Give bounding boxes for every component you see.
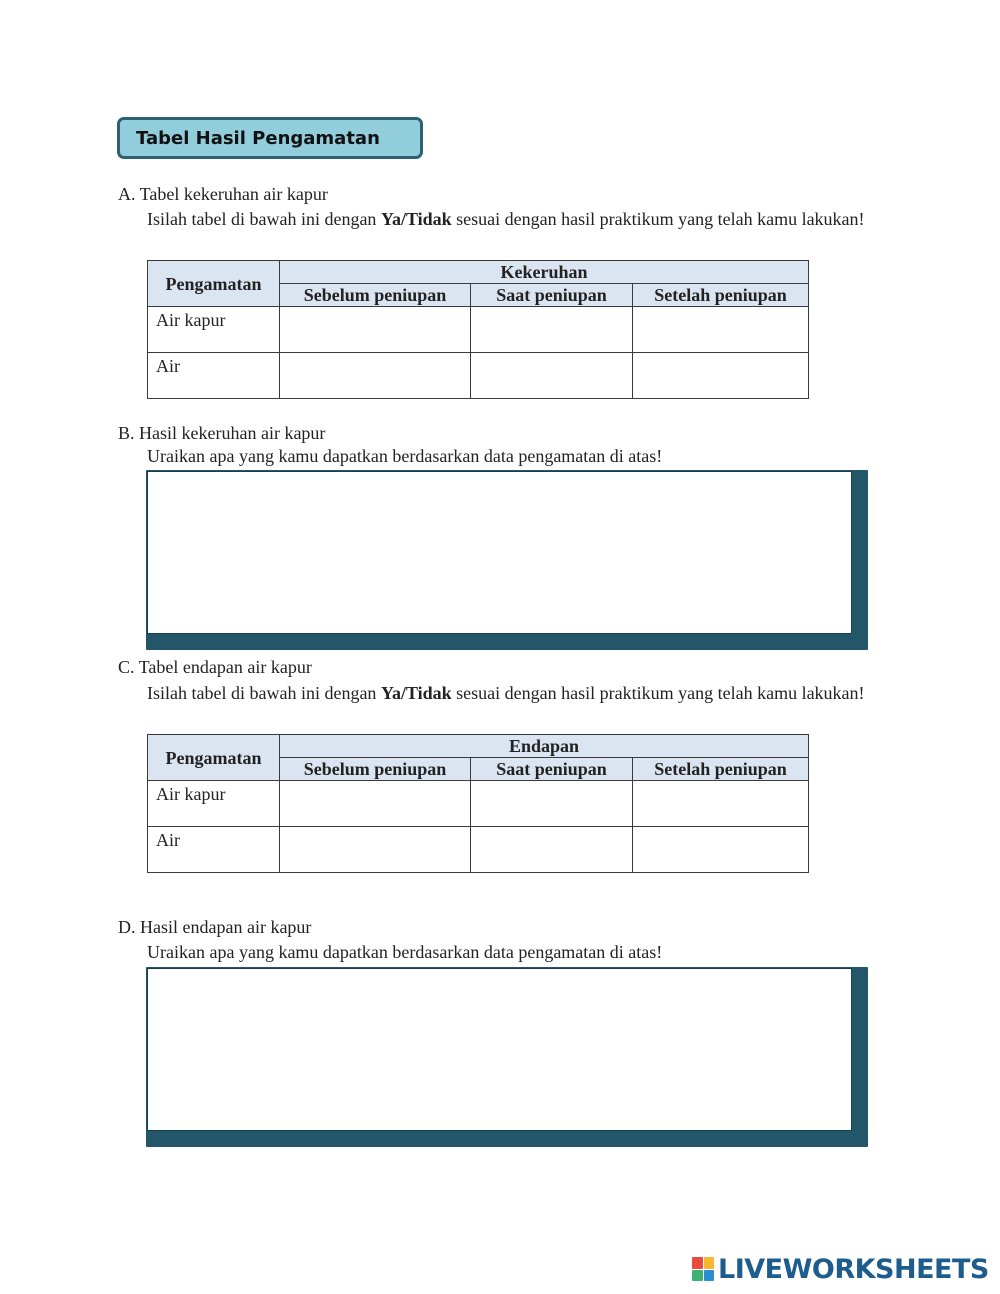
instruction-text: Isilah tabel di bawah ini dengan: [147, 209, 381, 229]
section-d-instruction: Uraikan apa yang kamu dapatkan berdasarkan data pengamatan di atas!: [147, 942, 663, 962]
instruction-bold: Ya/Tidak: [380, 683, 452, 703]
row-label: Air: [148, 827, 280, 873]
logo-square: [704, 1257, 715, 1269]
answer-cell[interactable]: [280, 781, 471, 827]
table-row: [148, 307, 809, 353]
row-label: Air kapur: [148, 781, 280, 827]
answer-cell[interactable]: [471, 781, 633, 827]
turbidity-table: [147, 260, 809, 399]
answer-box-sediment: [146, 967, 868, 1147]
answer-cell[interactable]: [280, 307, 471, 353]
table-header-group: Endapan: [280, 735, 809, 758]
table-header-after: Setelah peniupan: [633, 284, 809, 307]
answer-cell[interactable]: [471, 353, 633, 399]
table-row: [148, 827, 809, 873]
row-label: Air: [148, 353, 280, 399]
logo-text: LIVEWORKSHEETS: [718, 1253, 989, 1285]
table-header-group: Kekeruhan: [280, 261, 809, 284]
row-label: Air kapur: [148, 307, 280, 353]
answer-cell[interactable]: [471, 827, 633, 873]
answer-cell[interactable]: [633, 353, 809, 399]
answer-input-sediment[interactable]: [147, 968, 852, 1131]
table-row: [148, 781, 809, 827]
answer-cell[interactable]: [280, 827, 471, 873]
instruction-bold: Ya/Tidak: [380, 209, 452, 229]
table-header-observation: Pengamatan: [148, 261, 280, 307]
table-header-before: Sebelum peniupan: [280, 284, 471, 307]
table-row: [148, 353, 809, 399]
answer-cell[interactable]: [633, 307, 809, 353]
logo-square: [692, 1257, 703, 1269]
table-header-before: Sebelum peniupan: [280, 758, 471, 781]
table-header-during: Saat peniupan: [471, 758, 633, 781]
answer-cell[interactable]: [471, 307, 633, 353]
section-d-heading: D. Hasil endapan air kapur: [118, 917, 312, 937]
answer-input-turbidity[interactable]: [147, 471, 852, 634]
answer-cell[interactable]: [633, 827, 809, 873]
answer-box-turbidity: [146, 470, 868, 650]
liveworksheets-logo: [692, 1254, 989, 1284]
logo-square: [704, 1270, 715, 1282]
answer-cell[interactable]: [280, 353, 471, 399]
section-c-instruction: [147, 681, 877, 706]
table-header-after: Setelah peniupan: [633, 758, 809, 781]
section-a-heading: A. Tabel kekeruhan air kapur: [118, 184, 328, 204]
section-c-heading: C. Tabel endapan air kapur: [118, 657, 312, 677]
section-b-instruction: Uraikan apa yang kamu dapatkan berdasarkan data pengamatan di atas!: [147, 446, 663, 466]
table-header-observation: Pengamatan: [148, 735, 280, 781]
logo-mark-icon: [692, 1257, 714, 1281]
instruction-text: sesuai dengan hasil praktikum yang telah kamu lakukan!: [451, 683, 865, 703]
page-title: Tabel Hasil Pengamatan: [117, 117, 423, 159]
instruction-text: Isilah tabel di bawah ini dengan: [147, 683, 381, 703]
section-a-instruction: [147, 207, 877, 232]
answer-cell[interactable]: [633, 781, 809, 827]
logo-square: [692, 1270, 703, 1282]
section-b-heading: B. Hasil kekeruhan air kapur: [118, 423, 326, 443]
instruction-text: sesuai dengan hasil praktikum yang telah kamu lakukan!: [451, 209, 865, 229]
table-header-during: Saat peniupan: [471, 284, 633, 307]
sediment-table: [147, 734, 809, 873]
